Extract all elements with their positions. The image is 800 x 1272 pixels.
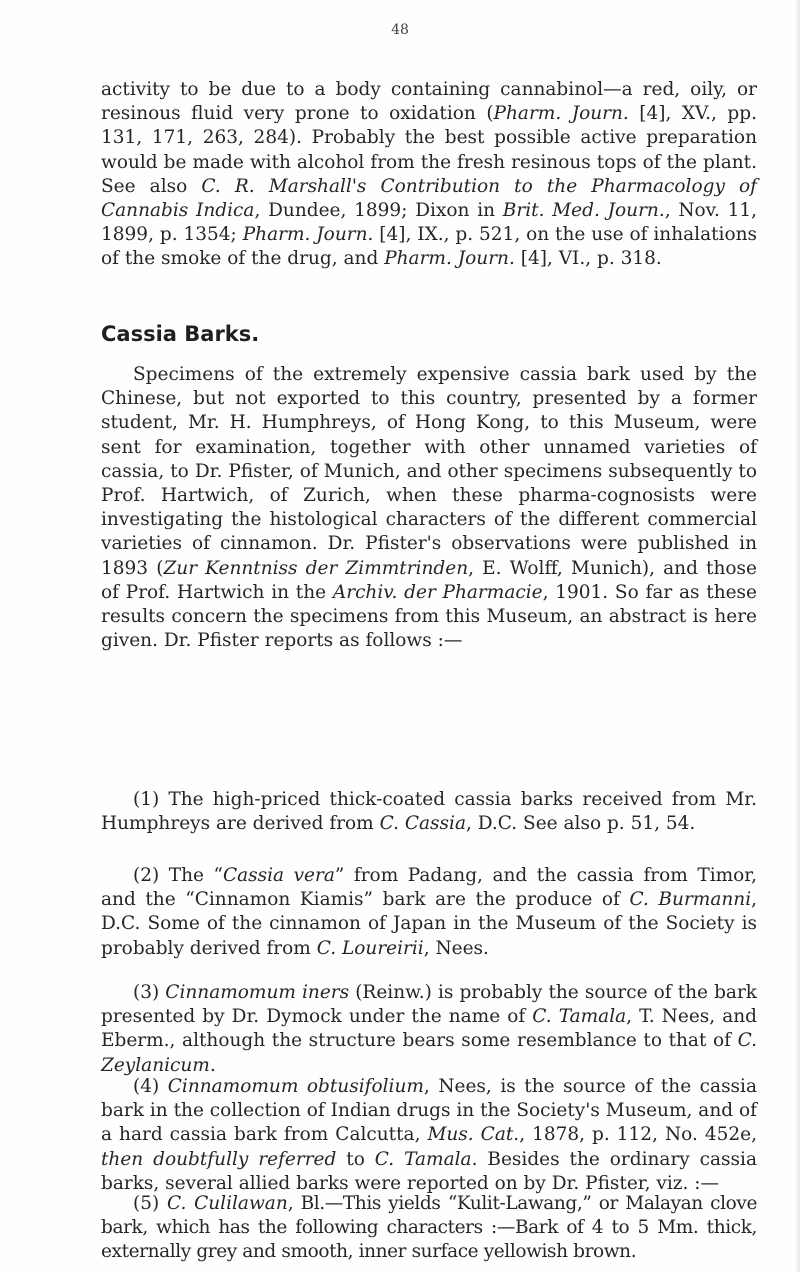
- main-paragraph: [101, 363, 757, 653]
- list-item-2: [101, 864, 757, 961]
- intro-text-5: [4], IX., p. 521, on the use of inhalations of the smoke of the drug, and: [101, 224, 758, 270]
- item3-species-1: Cinnamomum iners: [165, 982, 350, 1003]
- item2-text-2: ” from Padang, and the cassia from Timor, and the “Cinnamon Kiamis” bark are the produce of: [101, 865, 757, 911]
- item3-text-3: , T. Nees, and Eberm., although the structure bears some resemblance to that of: [101, 1006, 757, 1052]
- item4-text-2: , Nees, is the source of the cassia bark in the collection of Indian drugs in the Society's Museum, and of a hard cassia bark from Calcutta,: [101, 1076, 757, 1146]
- item2-species-1: Cassia vera: [222, 865, 335, 886]
- item3-text-4: .: [209, 1054, 216, 1076]
- intro-text-2: [4], XV., pp. 131, 171, 263, 284). Probably the best possible active preparation would be made with alcohol from the fresh resinous tops of the plant. See also: [101, 103, 757, 197]
- intro-citation-2: C. R. Marshall's Contribution to the Pharmacology of Cannabis Indica: [101, 175, 757, 222]
- list-item-5: [101, 1192, 757, 1265]
- item3-text-2: (Reinw.) is probably the source of the bark presented by Dr. Dymock under the name of: [101, 982, 758, 1028]
- main-text-2: , E. Wolff, Munich), and those of Prof. Hartwich in the: [101, 557, 757, 603]
- item4-text-5: . Besides the ordinary cassia barks, several allied barks were reported on by Dr. Pfister, viz. :—: [101, 1148, 757, 1194]
- item2-species-2: C. Burmanni: [629, 889, 752, 911]
- main-citation-1: Zur Kenntniss der Zimmtrinden: [163, 557, 469, 579]
- item4-text-4: to: [336, 1148, 375, 1170]
- page-number: 48: [391, 22, 409, 38]
- intro-text-1: activity to be due to a body containing cannabinol—a red, oily, or resinous fluid very prone to oxidation (: [101, 79, 757, 125]
- intro-citation-1: Pharm. Journ.: [493, 103, 629, 125]
- item4-species-1: Cinnamomum obtusifolium: [167, 1076, 424, 1097]
- main-text-1: Specimens of the extremely expensive cassia bark used by the Chinese, but not exported to this country, presented by a former student, Mr. H. Humphreys, of Hong Kong, to this Museum, were sent for examination, together with other unnamed varieties of cassia, to Dr. Pfister, of Munich, and other specimens subsequently to Prof. Hartwich, of Zurich, when these pharma-cognosists were investigating the histological characters of the different commercial varieties of cinnamon. Dr. Pfister's observations were published in 1893 (: [101, 364, 757, 579]
- intro-paragraph: [101, 78, 757, 272]
- intro-citation-4: Pharm. Journ.: [242, 224, 374, 246]
- item4-emphasis-1: then doubtfully referred: [101, 1148, 337, 1170]
- item3-text-1: (3): [133, 982, 166, 1003]
- item1-text-1: (1) The high-priced thick-coated cassia barks received from Mr. Humphreys are derived from: [101, 789, 757, 835]
- item2-text-4: , Nees.: [423, 937, 489, 959]
- item5-species-1: C. Culilawan: [166, 1193, 288, 1214]
- list-item-1: [101, 788, 757, 836]
- intro-text-6: [4], VI., p. 318.: [514, 248, 662, 270]
- main-citation-2: Archiv. der Pharmacie: [332, 581, 543, 603]
- intro-citation-3: Brit. Med. Journ.: [502, 200, 665, 222]
- intro-text-3: , Dundee, 1899; Dixon in: [254, 200, 503, 222]
- list-item-4: [101, 1075, 757, 1196]
- intro-text-4: , Nov. 11, 1899, p. 1354;: [101, 200, 758, 246]
- item4-citation-1: Mus. Cat.: [427, 1124, 520, 1146]
- item3-species-3: C. Zeylanicum: [101, 1030, 757, 1076]
- item1-text-2: , D.C. See also p. 51, 54.: [465, 813, 696, 835]
- item5-text-1: (5): [133, 1193, 167, 1214]
- item2-text-3: , D.C. Some of the cinnamon of Japan in the Museum of the Society is probably derived from: [101, 889, 757, 959]
- item4-species-2: C. Tamala: [374, 1148, 472, 1170]
- section-heading: Cassia Barks.: [101, 322, 260, 346]
- item4-text-3: , 1878, p. 112, No. 452e,: [519, 1124, 757, 1146]
- item2-species-3: C. Loureirii: [316, 937, 424, 959]
- item2-text-1: (2) The “: [133, 865, 223, 886]
- item3-species-2: C. Tamala: [532, 1006, 627, 1028]
- item5-text-2: , Bl.—This yields “Kulit-Lawang,” or Malayan clove bark, which has the following characters :—Bark of 4 to 5 Mm. thick, externally grey and smooth, inner surface yellowish brown.: [101, 1193, 757, 1263]
- list-item-3: [101, 981, 757, 1078]
- page-edge-shadow: [794, 0, 800, 1272]
- item4-text-1: (4): [133, 1076, 168, 1097]
- main-text-3: , 1901. So far as these results concern the specimens from this Museum, an abstract is here given. Dr. Pfister reports as follows :—: [101, 581, 757, 652]
- intro-citation-5: Pharm. Journ.: [384, 248, 515, 270]
- item1-species-1: C. Cassia: [379, 813, 466, 835]
